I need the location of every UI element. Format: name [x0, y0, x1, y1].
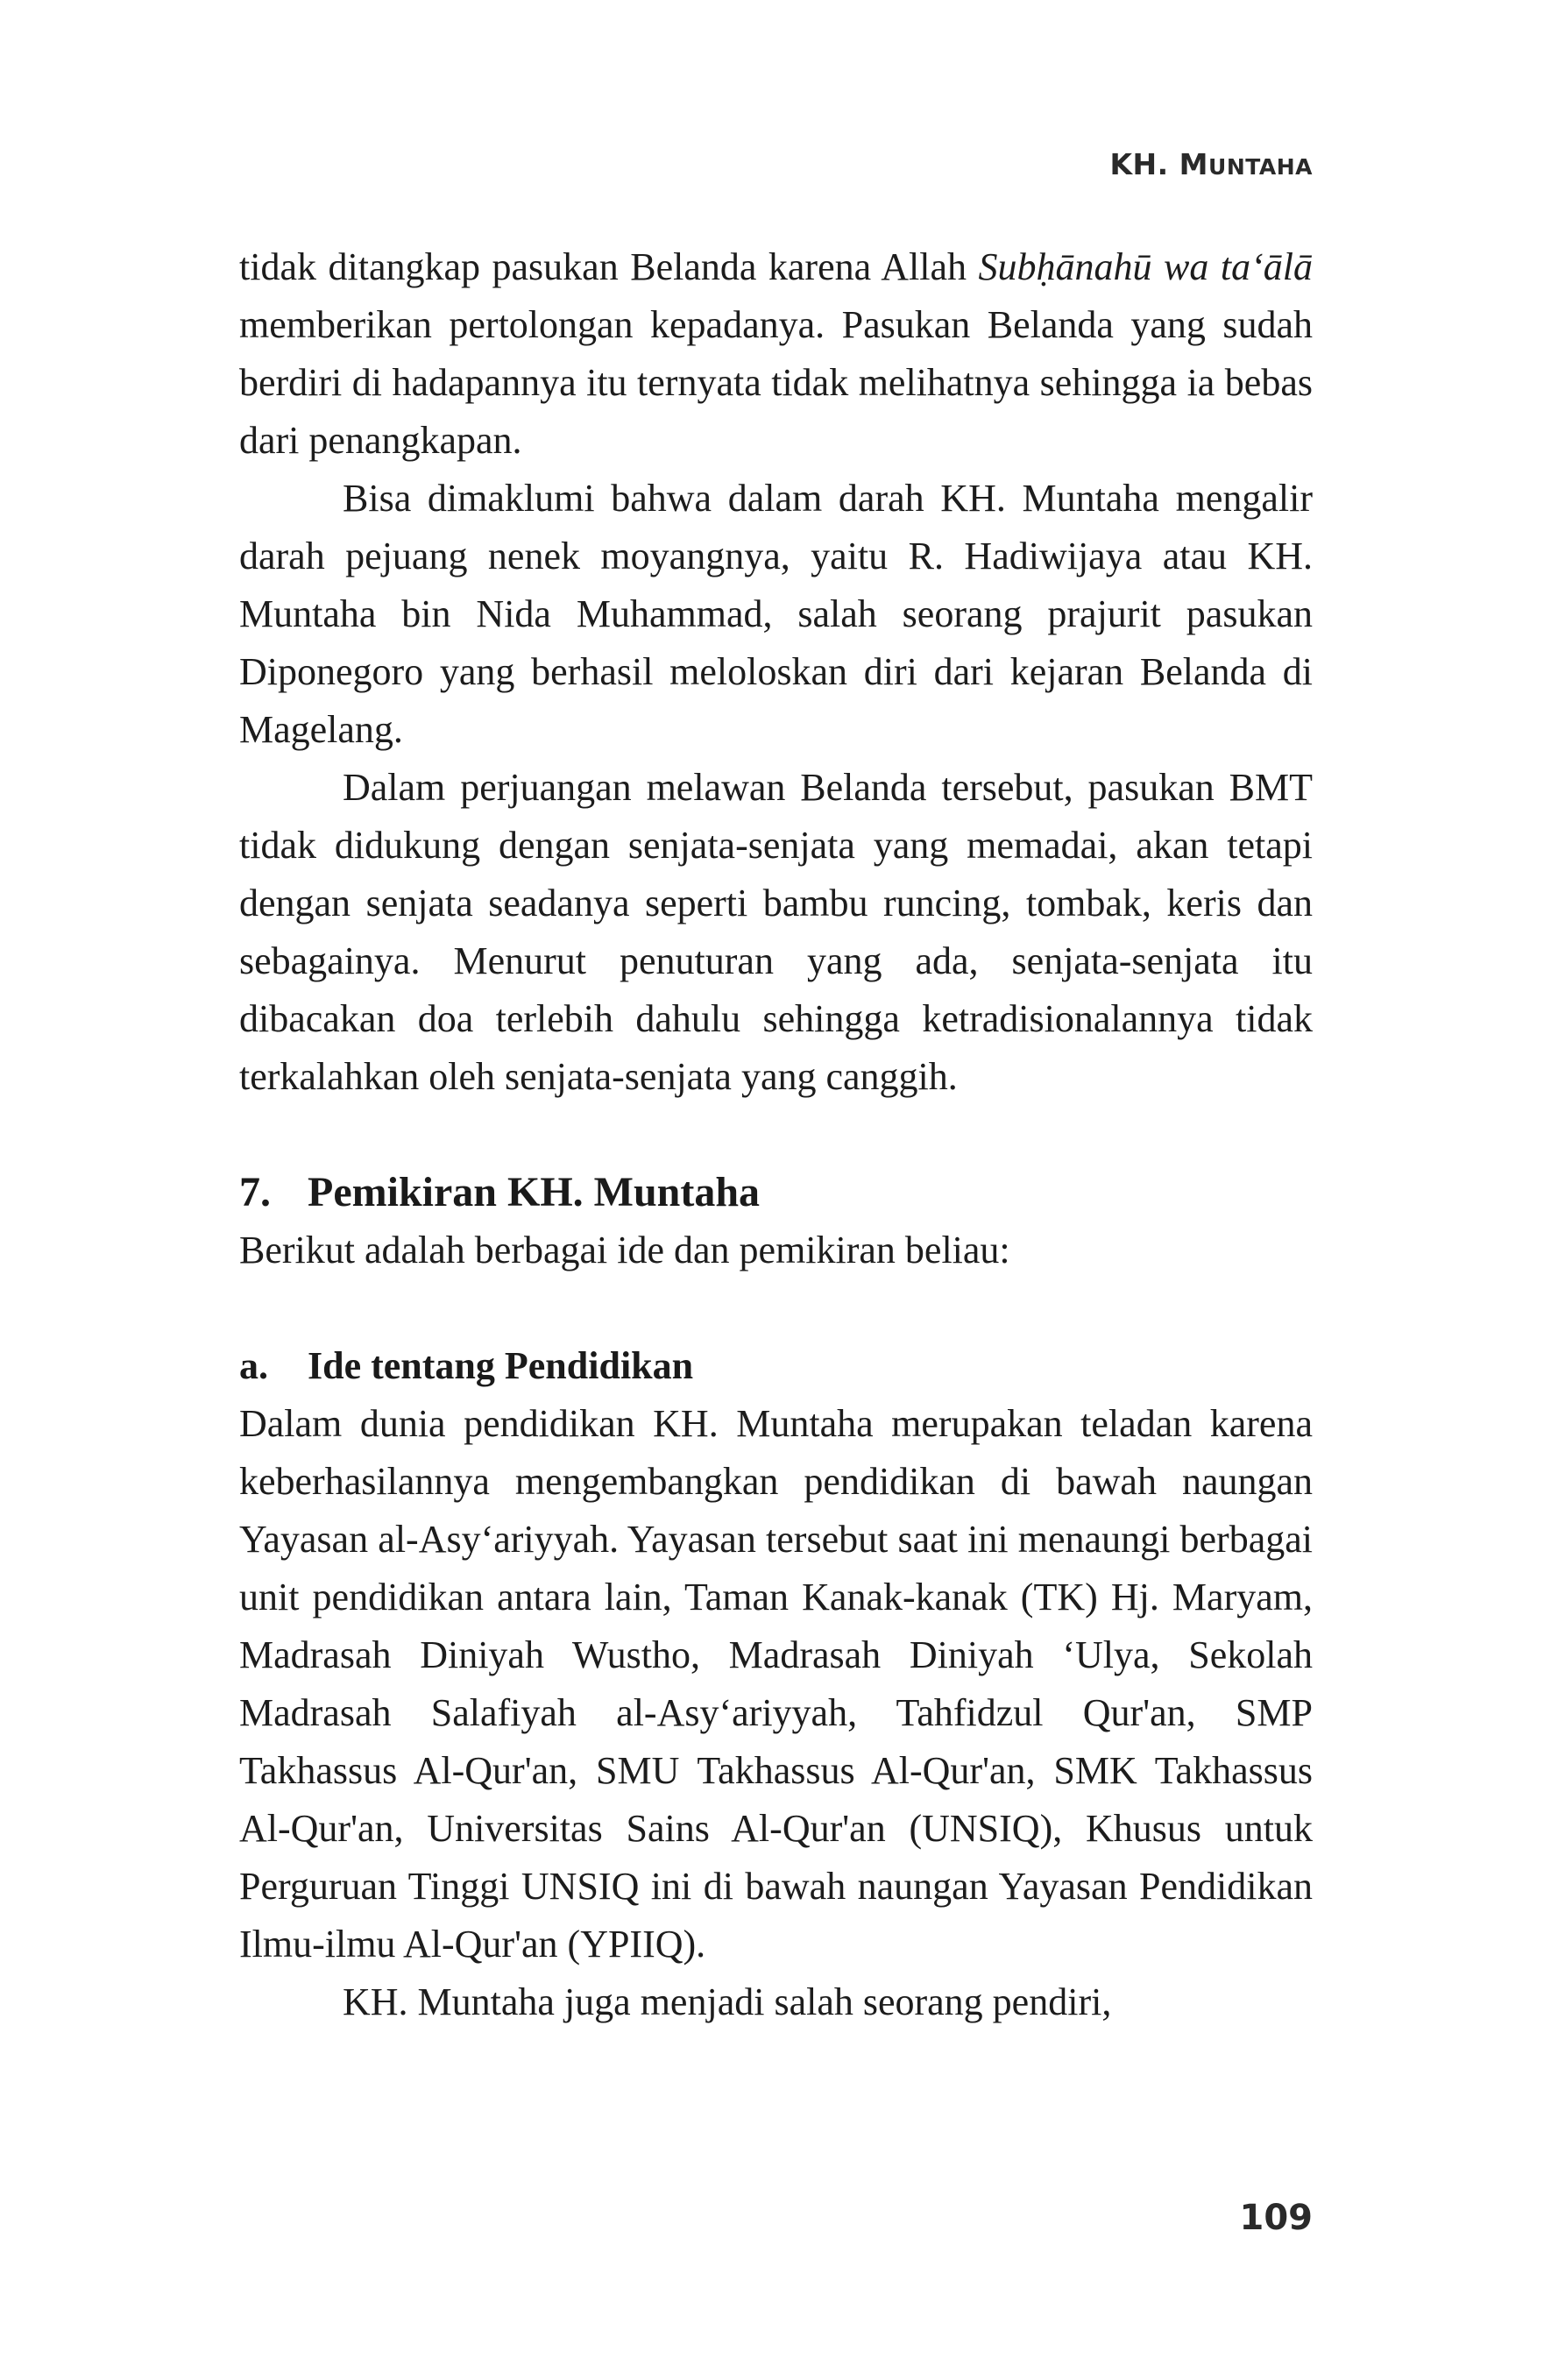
running-head-smallcaps: UNTAHA [1208, 154, 1313, 180]
paragraph-1 [239, 238, 1313, 470]
subsection-paragraph-1: Dalam dunia pendidikan KH. Muntaha merupakan teladan karena keberhasilannya mengembangkan pendidikan di bawah naungan Yayasan al-Asy‘ariyyah. Yayasan tersebut saat ini menaungi berbagai unit pendidikan antara lain, Taman Kanak-kanak (TK) Hj. Maryam, Madrasah Diniyah Wustho, Madrasah Diniyah ‘Ulya, Sekolah Madrasah Salafiyah al-Asy‘ariyyah, Tahfidzul Qur'an, SMP Takhassus Al-Qur'an, SMU Takhassus Al-Qur'an, SMK Takhassus Al-Qur'an, Universitas Sains Al-Qur'an (UNSIQ), Khusus untuk Perguruan Tinggi UNSIQ ini di bawah naungan Yayasan Pendidikan Ilmu-ilmu Al-Qur'an (YPIIQ). [239, 1402, 1313, 1966]
section-heading [239, 1164, 1313, 1222]
running-head [1109, 147, 1313, 181]
section-intro: Berikut adalah berbagai ide dan pemikiran beliau: [239, 1229, 1010, 1271]
subsection-paragraph-2: KH. Muntaha juga menjadi salah seorang pendiri, [343, 1980, 1112, 2023]
section-number: 7. [239, 1169, 271, 1215]
subsection-heading [239, 1337, 1313, 1395]
paragraph-1-end: memberikan pertolongan kepadanya. Pasukan Belanda yang sudah berdiri di hadapannya itu ternyata tidak melihatnya sehingga ia bebas dari penangkapan. [239, 303, 1313, 462]
running-head-lead: KH. M [1109, 147, 1209, 181]
page-body [239, 238, 1313, 2031]
paragraph-3: Dalam perjuangan melawan Belanda tersebut, pasukan BMT tidak didukung dengan senjata-senjata yang memadai, akan tetapi dengan senjata seadanya seperti bambu runcing, tombak, keris dan sebagainya. Menurut penuturan yang ada, senjata-senjata itu dibacakan doa terlebih dahulu sehingga ketradisionalannya tidak terkalahkan oleh senjata-senjata yang canggih. [239, 766, 1313, 1098]
section-title: Pemikiran KH. Muntaha [308, 1169, 761, 1215]
subsection-letter: a. [239, 1344, 268, 1387]
page-number: 109 [1239, 2198, 1313, 2238]
subsection-title: Ide tentang Pendidikan [308, 1344, 694, 1387]
paragraph-2: Bisa dimaklumi bahwa dalam darah KH. Muntaha mengalir darah pejuang nenek moyangnya, yaitu R. Hadiwijaya atau KH. Muntaha bin Nida Muhammad, salah seorang prajurit pasukan Diponegoro yang berhasil meloloskan diri dari kejaran Belanda di Magelang. [239, 477, 1313, 751]
paragraph-1-italic: Subḥānahū wa ta‘ālā [978, 245, 1313, 288]
paragraph-1-start: tidak ditangkap pasukan Belanda karena Allah [239, 245, 979, 288]
